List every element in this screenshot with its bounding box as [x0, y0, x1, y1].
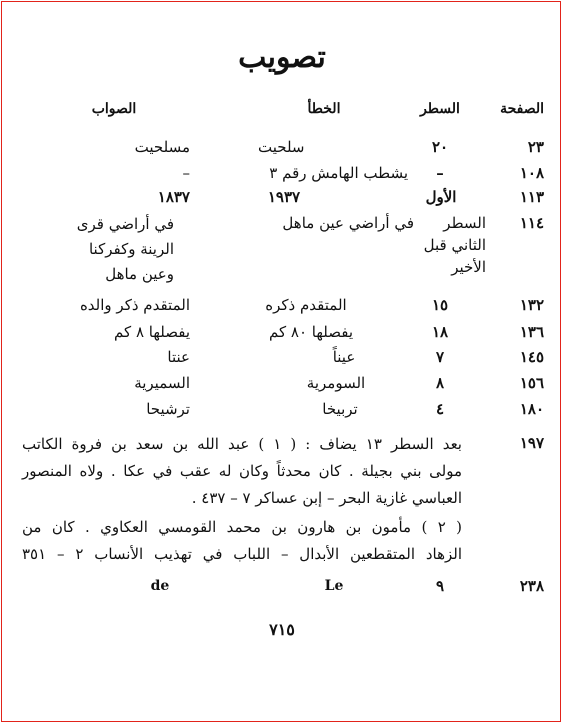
note-line: ( ٢ ) مأمون بن هارون بن محمد القومسي العكاوي . كان من [22, 518, 462, 536]
row-page: ٢٣٨ [519, 577, 544, 595]
row-right: ١٨٣٧ [157, 188, 190, 206]
row-right: في أراضي قرى الرينة وكفركنا وعين ماهل [76, 215, 174, 283]
row-wrong: يفصلها ٨٠ كم [268, 323, 354, 341]
row-page: ١٣٢ [519, 296, 544, 314]
row-right: المتقدم ذكر والده [79, 296, 190, 314]
row-wrong: يشطب الهامش رقم ٣ [269, 164, 408, 182]
row-right: ترشيحا [146, 400, 190, 418]
row-wrong: السومرية [306, 374, 366, 392]
note-line: بعد السطر ١٣ يضاف : ( ١ ) عبد الله بن سعد بن فروة الكاتب [22, 435, 462, 453]
row-page: ١١٤ [519, 214, 544, 232]
row-line: – [436, 164, 444, 182]
row-right: عنتا [167, 348, 190, 366]
row-right: de [150, 578, 170, 594]
row-wrong: Le [324, 578, 344, 594]
note-line: العباسي غازية البحر – إبن عساكر ٧ – ٤٣٧ . [191, 489, 462, 507]
row-page: ٢٣ [527, 138, 544, 156]
row-page: ١٤٥ [519, 348, 544, 366]
row-line: ١٥ [431, 296, 449, 314]
header-page: الصفحة [500, 101, 544, 117]
row-right: السميرية [134, 374, 190, 392]
row-wrong: تربيخا [322, 400, 358, 418]
row-right: مسلحيت [134, 138, 190, 156]
row-line: ٧ [435, 348, 445, 366]
page-title: تصويب [238, 40, 326, 75]
footer-page-number: ٧١٥ [269, 620, 295, 639]
row-line: ١٨ [431, 323, 449, 341]
header-wrong: الخطأ [307, 101, 341, 117]
row-right: يفصلها ٨ كم [114, 323, 190, 341]
row-wrong: المتقدم ذكره [265, 296, 347, 314]
row-page: ١٥٦ [519, 374, 544, 392]
table-row [0, 212, 564, 292]
row-line: ٩ [435, 577, 445, 595]
row-wrong: ١٩٣٧ [267, 188, 301, 206]
row-wrong: في أراضي عين ماهل [282, 214, 414, 232]
header-right: الصواب [91, 101, 137, 117]
row-page: ١٩٧ [519, 434, 544, 452]
note-line: الزهاد المتقطعين الأبدال – اللباب في تهذيب الأنساب ٢ – ٣٥١ [22, 545, 462, 563]
row-line: السطر الثاني قبل الأخير [423, 214, 486, 276]
note-row [0, 430, 564, 570]
header-line: السطر [420, 101, 460, 117]
row-line: ٤ [435, 400, 445, 418]
note-line: مولى بني بجيلة . كان محدثاً وكان له عقب في عكا . ولاه المنصور [22, 462, 462, 480]
row-line: الأول [425, 188, 457, 206]
row-right: – [182, 164, 190, 182]
row-page: ١٣٦ [519, 323, 544, 341]
row-page: ١٨٠ [519, 400, 544, 418]
row-line: ٨ [435, 374, 445, 392]
row-page: ١١٣ [519, 188, 544, 206]
row-line: ٢٠ [431, 138, 449, 156]
row-page: ١٠٨ [519, 164, 544, 182]
row-wrong: سلحيت [258, 138, 305, 156]
row-wrong: عيناً [332, 348, 356, 366]
